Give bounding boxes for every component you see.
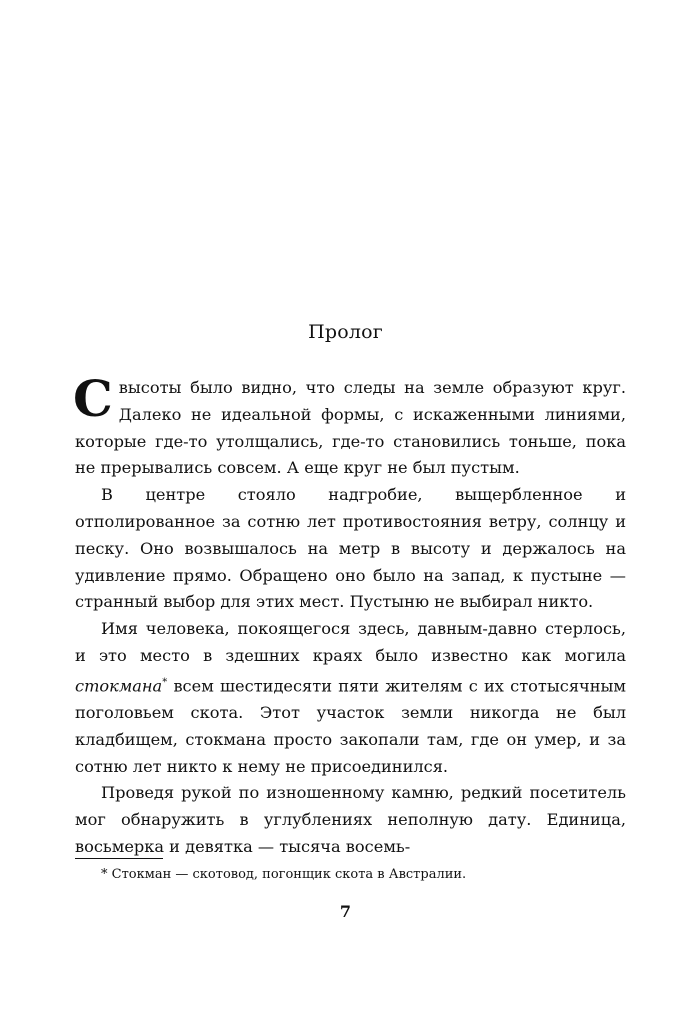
- paragraph-3-text-after: всем шестидесяти пяти жителям с их стотысячным поголовьем скота. Этот участок земли никогда не был кладбищем, стокмана просто закопали там, где он умер, и за сотню лет никто к нему не присоединился.: [75, 676, 626, 776]
- paragraph-1: [73, 369, 626, 482]
- footnote-mark: *: [162, 676, 168, 688]
- footnote: * Стокман — скотовод, погонщик скота в Австралии.: [101, 867, 467, 882]
- chapter-title: Пролог: [308, 321, 383, 343]
- paragraph-1-text: высоты было видно, что следы на земле образуют круг. Далеко не идеальной формы, с искаженными линиями, которые где-то утолщались, где-то становились тоньше, пока не прерывались совсем. А еще круг не был пустым.: [75, 378, 626, 478]
- paragraph-3: [75, 616, 626, 780]
- body-text: [73, 369, 626, 861]
- footnote-divider: [75, 858, 163, 859]
- drop-cap: С: [73, 369, 113, 428]
- paragraph-2: В центре стояло надгробие, выщербленное и отполированное за сотню лет противостояния ветру, солнцу и песку. Оно возвышалось на метр в высоту и держалось на удивление прямо. Обращено оно было на запад, к пустыне — странный выбор для этих мест. Пустыню не выбирал никто.: [75, 485, 626, 612]
- paragraph-3-text-before: Имя человека, покоящегося здесь, давным-давно стерлось, и это место в здешних краях было известно как могила: [75, 619, 626, 665]
- emphasis-stockman: стокмана: [75, 676, 163, 696]
- page-number: 7: [339, 902, 352, 921]
- paragraph-4: Проведя рукой по изношенному камню, редкий посетитель мог обнаружить в углублениях неполную дату. Единица, восьмерка и девятка — тысяча восемь-: [75, 783, 626, 856]
